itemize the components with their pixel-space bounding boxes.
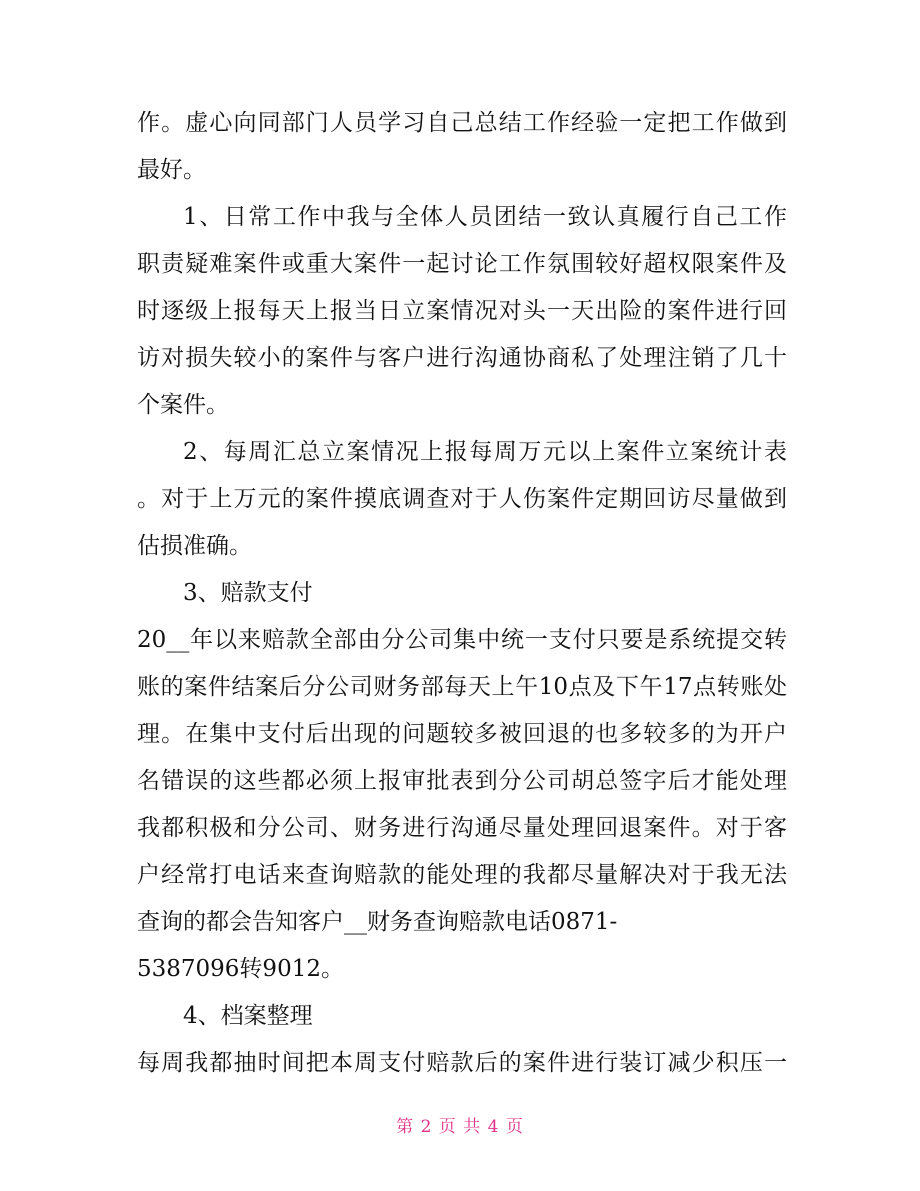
- page-number-footer: 第 2 页 共 4 页: [396, 1117, 524, 1137]
- text-line: 我都积极和分公司、财务进行沟通尽量处理回退案件。对于客: [137, 815, 787, 841]
- text-line: 最好。: [137, 157, 206, 183]
- text-line: 职责疑难案件或重大案件一起讨论工作氛围较好超权限案件及: [137, 251, 787, 277]
- text-line: 理。在集中支付后出现的问题较多被回退的也多较多的为开户: [137, 721, 787, 747]
- text-line: 5387096转9012。: [137, 956, 344, 982]
- text-line: 访对损失较小的案件与客户进行沟通协商私了处理注销了几十: [137, 345, 787, 371]
- text-line: 账的案件结案后分公司财务部每天上午10点及下午17点转账处: [137, 674, 787, 700]
- text-line: 个案件。: [137, 392, 229, 418]
- text-line: 3、赔款支付: [183, 580, 313, 606]
- text-line: 。对于上万元的案件摸底调查对于人伤案件定期回访尽量做到: [137, 486, 787, 512]
- text-line: 20__年以来赔款全部由分公司集中统一支付只要是系统提交转: [137, 627, 787, 653]
- text-line: 4、档案整理: [183, 1003, 313, 1029]
- text-line: 估损准确。: [137, 533, 252, 559]
- text-line: 1、日常工作中我与全体人员团结一致认真履行自己工作: [183, 204, 787, 230]
- text-line: 2、每周汇总立案情况上报每周万元以上案件立案统计表: [183, 439, 787, 465]
- document-body: [137, 100, 787, 1087]
- text-line: 时逐级上报每天上报当日立案情况对头一天出险的案件进行回: [137, 298, 787, 324]
- text-line: 名错误的这些都必须上报审批表到分公司胡总签字后才能处理: [137, 768, 787, 794]
- text-line: 作。虚心向同部门人员学习自己总结工作经验一定把工作做到: [137, 110, 787, 136]
- text-line: 户经常打电话来查询赔款的能处理的我都尽量解决对于我无法: [137, 862, 787, 888]
- text-line: 查询的都会告知客户__财务查询赔款电话0871-: [137, 909, 618, 935]
- text-line: 每周我都抽时间把本周支付赔款后的案件进行装订减少积压一: [137, 1050, 787, 1076]
